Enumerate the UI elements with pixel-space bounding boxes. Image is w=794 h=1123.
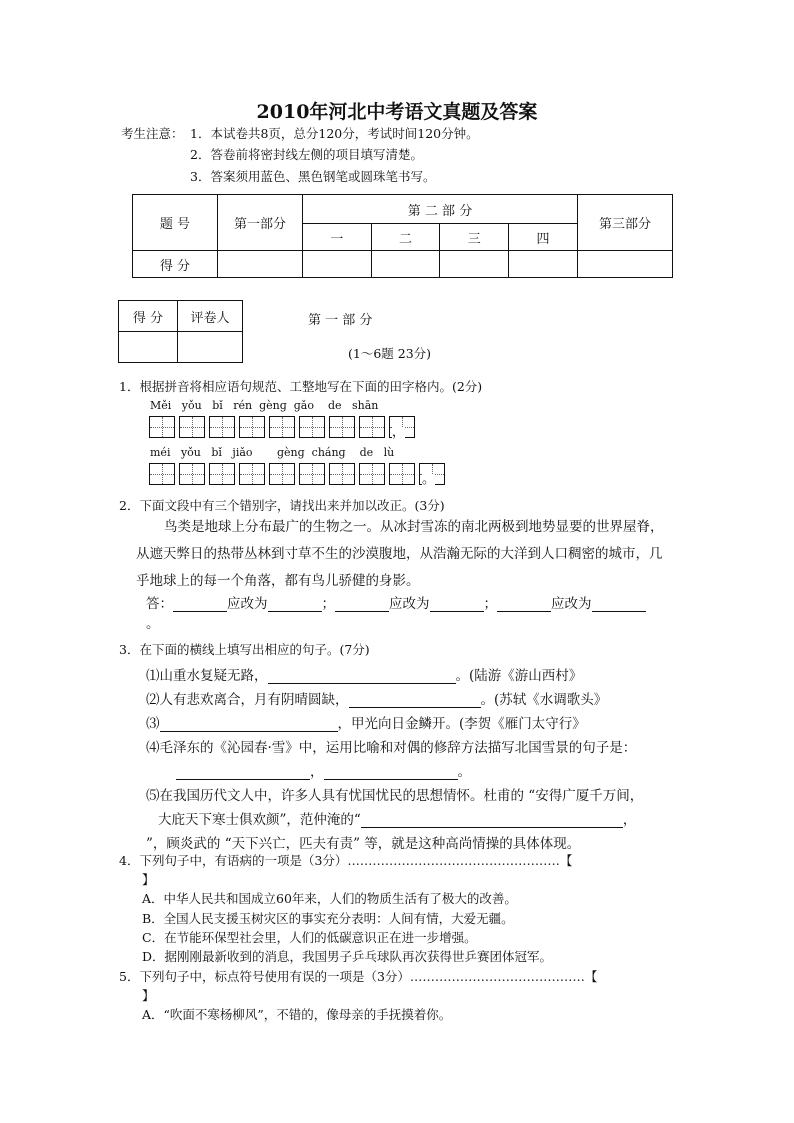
question-5: 5．下列句子中，标点符号使用有误的一项是（3分）……………………………………【	[119, 969, 598, 984]
punctuation-mark: 。	[422, 472, 436, 487]
punctuation-mark: ，	[392, 425, 406, 440]
option-c[interactable]: C．在节能环保型社会里，人们的低碳意识正在进一步增强。	[142, 930, 477, 945]
fill-blank[interactable]	[361, 813, 623, 828]
answer-sep: ；	[321, 596, 335, 612]
q3-line-3	[146, 712, 586, 732]
q3-comma: ，	[310, 764, 324, 780]
section-range: (1～6题 23分)	[348, 346, 432, 361]
score-cell[interactable]	[440, 251, 509, 278]
grid-cell[interactable]	[149, 416, 175, 438]
question-4: 4．下列句子中，有语病的一项是（3分）……………………………………………【	[119, 853, 573, 868]
q3-source: 。(苏轼《水调歌头》	[480, 692, 608, 708]
score-sub-3: 三	[440, 224, 509, 251]
grid-cell[interactable]	[299, 416, 325, 438]
answer-sep: ；	[483, 596, 497, 612]
score-header-num: 题 号	[133, 195, 218, 251]
q3-line-5b	[158, 808, 636, 828]
q3-prompt: ⑶	[146, 716, 160, 732]
answer-line	[146, 592, 646, 612]
grid-cell[interactable]	[209, 416, 235, 438]
score-cell[interactable]	[371, 251, 440, 278]
score-sub-2: 二	[371, 224, 440, 251]
fill-blank[interactable]	[160, 717, 338, 732]
q3-text: ”，顾炎武的 “天下兴亡，匹夫有责” 等，就是这种高尚情操的具体体现。	[146, 836, 581, 852]
option-b[interactable]: B．全国人民支援玉树灾区的事实充分表明：人间有情，大爱无疆。	[142, 911, 514, 926]
q3-prompt: ⑵人有悲欢离合，月有阴晴圆缺，	[146, 692, 349, 708]
grader-score-cell[interactable]	[119, 332, 178, 363]
grid-cell[interactable]	[269, 463, 295, 485]
score-cell[interactable]	[218, 251, 303, 278]
score-sub-1: 一	[303, 224, 372, 251]
score-header-part1: 第一部分	[218, 195, 303, 251]
score-cell[interactable]	[303, 251, 372, 278]
fill-blank[interactable]	[176, 765, 310, 780]
notice-item: 2．答卷前将密封线左侧的项目填写清楚。	[190, 147, 423, 162]
answer-blank[interactable]	[497, 597, 551, 612]
answer-change-label: 应改为	[389, 596, 430, 612]
section-title: 第 一 部 分	[308, 313, 373, 328]
q3-prompt: 大庇天下寒士俱欢颜”，范仲淹的“	[158, 812, 361, 828]
option-a[interactable]: A．中华人民共和国成立60年来，人们的物质生活有了极大的改善。	[142, 891, 517, 906]
answer-blank[interactable]	[335, 597, 389, 612]
answer-change-label: 应改为	[551, 596, 592, 612]
grid-cell[interactable]	[329, 463, 355, 485]
fill-blank[interactable]	[324, 765, 458, 780]
score-cell[interactable]	[578, 251, 673, 278]
q3-source: ，甲光向日金鳞开。(李贺《雁门太守行》	[337, 716, 586, 732]
grid-cell[interactable]	[359, 416, 385, 438]
grid-cell[interactable]	[389, 416, 415, 438]
q3-line-5a: ⑸在我国历代文人中，许多人具有忧国忧民的思想情怀。杜甫的 “安得广厦千万间，	[146, 788, 644, 804]
answer-blank[interactable]	[173, 597, 227, 612]
grid-cell[interactable]	[239, 463, 265, 485]
tianzi-grid-row-2	[149, 463, 445, 485]
question-1: 1．根据拼音将相应语句规范、工整地写在下面的田字格内。(2分)	[119, 379, 483, 394]
option-d[interactable]: D．据刚刚最新收到的消息，我国男子乒乓球队再次获得世乒赛团体冠军。	[142, 949, 553, 964]
question-2-passage: 鸟类是地球上分布最广的生物之一。从冰封雪冻的南北两极到地势显要的世界屋脊，从遮天弊日的热带丛林到寸草不生的沙漠腹地，从浩瀚无际的大洋到人口稠密的城市，几乎地球上的每一个角落，都有鸟儿骄健的身影。	[136, 519, 664, 589]
grid-cell[interactable]	[359, 463, 385, 485]
q3-source: 。(陆游《游山西村》	[455, 668, 583, 684]
q3-line-1	[146, 664, 582, 684]
pinyin-row-1: Měi yǒu bǐ rén ɡènɡ ɡǎo de shān	[150, 399, 379, 412]
option-a[interactable]: A．“吹面不寒杨柳风”，不错的，像母亲的手抚摸着你。	[142, 1007, 452, 1022]
pinyin-row-2: méi yǒu bǐ jiǎo ɡènɡ chánɡ de lù	[150, 446, 395, 459]
answer-end: 。	[146, 616, 160, 632]
grid-cell[interactable]	[149, 463, 175, 485]
score-header-part3: 第三部分	[578, 195, 673, 251]
grid-cell[interactable]	[269, 416, 295, 438]
page-title: 2010年河北中考语文真题及答案	[256, 101, 538, 123]
notice-item: 1．本试卷共8页，总分120分，考试时间120分钟。	[190, 126, 479, 141]
answer-blank[interactable]	[268, 597, 322, 612]
q3-line-2	[146, 688, 607, 708]
notice-label: 考生注意：	[121, 126, 184, 141]
fill-blank[interactable]	[349, 693, 481, 708]
notice-item: 3．答案须用蓝色、黑色钢笔或圆珠笔书写。	[190, 169, 436, 184]
q3-prompt: ⑴山重水复疑无路，	[146, 668, 268, 684]
answer-bracket-end: 】	[142, 872, 155, 887]
grid-cell[interactable]	[179, 463, 205, 485]
tianzi-grid-row-1	[149, 416, 415, 438]
grader-table	[118, 300, 243, 363]
grader-name-cell[interactable]	[178, 332, 243, 363]
grid-cell[interactable]	[329, 416, 355, 438]
score-cell[interactable]	[509, 251, 578, 278]
q3-comma: ，	[622, 812, 637, 828]
score-header-part2: 第 二 部 分	[303, 195, 578, 224]
answer-change-label: 应改为	[227, 596, 268, 612]
grid-cell[interactable]	[299, 463, 325, 485]
grid-cell[interactable]	[239, 416, 265, 438]
answer-blank[interactable]	[592, 597, 646, 612]
fill-blank[interactable]	[268, 669, 456, 684]
question-3: 3．在下面的横线上填写出相应的句子。(7分)	[119, 642, 370, 657]
grid-cell[interactable]	[209, 463, 235, 485]
answer-label: 答：	[146, 596, 173, 612]
grader-score-label: 得 分	[119, 301, 178, 332]
grid-cell[interactable]	[179, 416, 205, 438]
score-sub-4: 四	[509, 224, 578, 251]
question-2: 2．下面文段中有三个错别字，请找出来并加以改正。(3分)	[119, 498, 445, 513]
q3-period: 。	[457, 764, 471, 780]
grader-name-label: 评卷人	[178, 301, 243, 332]
grid-cell[interactable]	[419, 463, 445, 485]
answer-blank[interactable]	[430, 597, 484, 612]
q3-line-4-blanks	[176, 760, 471, 780]
answer-bracket-end: 】	[142, 988, 155, 1003]
score-table	[132, 194, 673, 278]
q3-line-4: ⑷毛泽东的《沁园春·雪》中，运用比喻和对偶的修辞方法描写北国雪景的句子是：	[146, 740, 637, 756]
score-row-label: 得 分	[133, 251, 218, 278]
q3-line-5c	[146, 832, 580, 852]
grid-cell[interactable]	[389, 463, 415, 485]
